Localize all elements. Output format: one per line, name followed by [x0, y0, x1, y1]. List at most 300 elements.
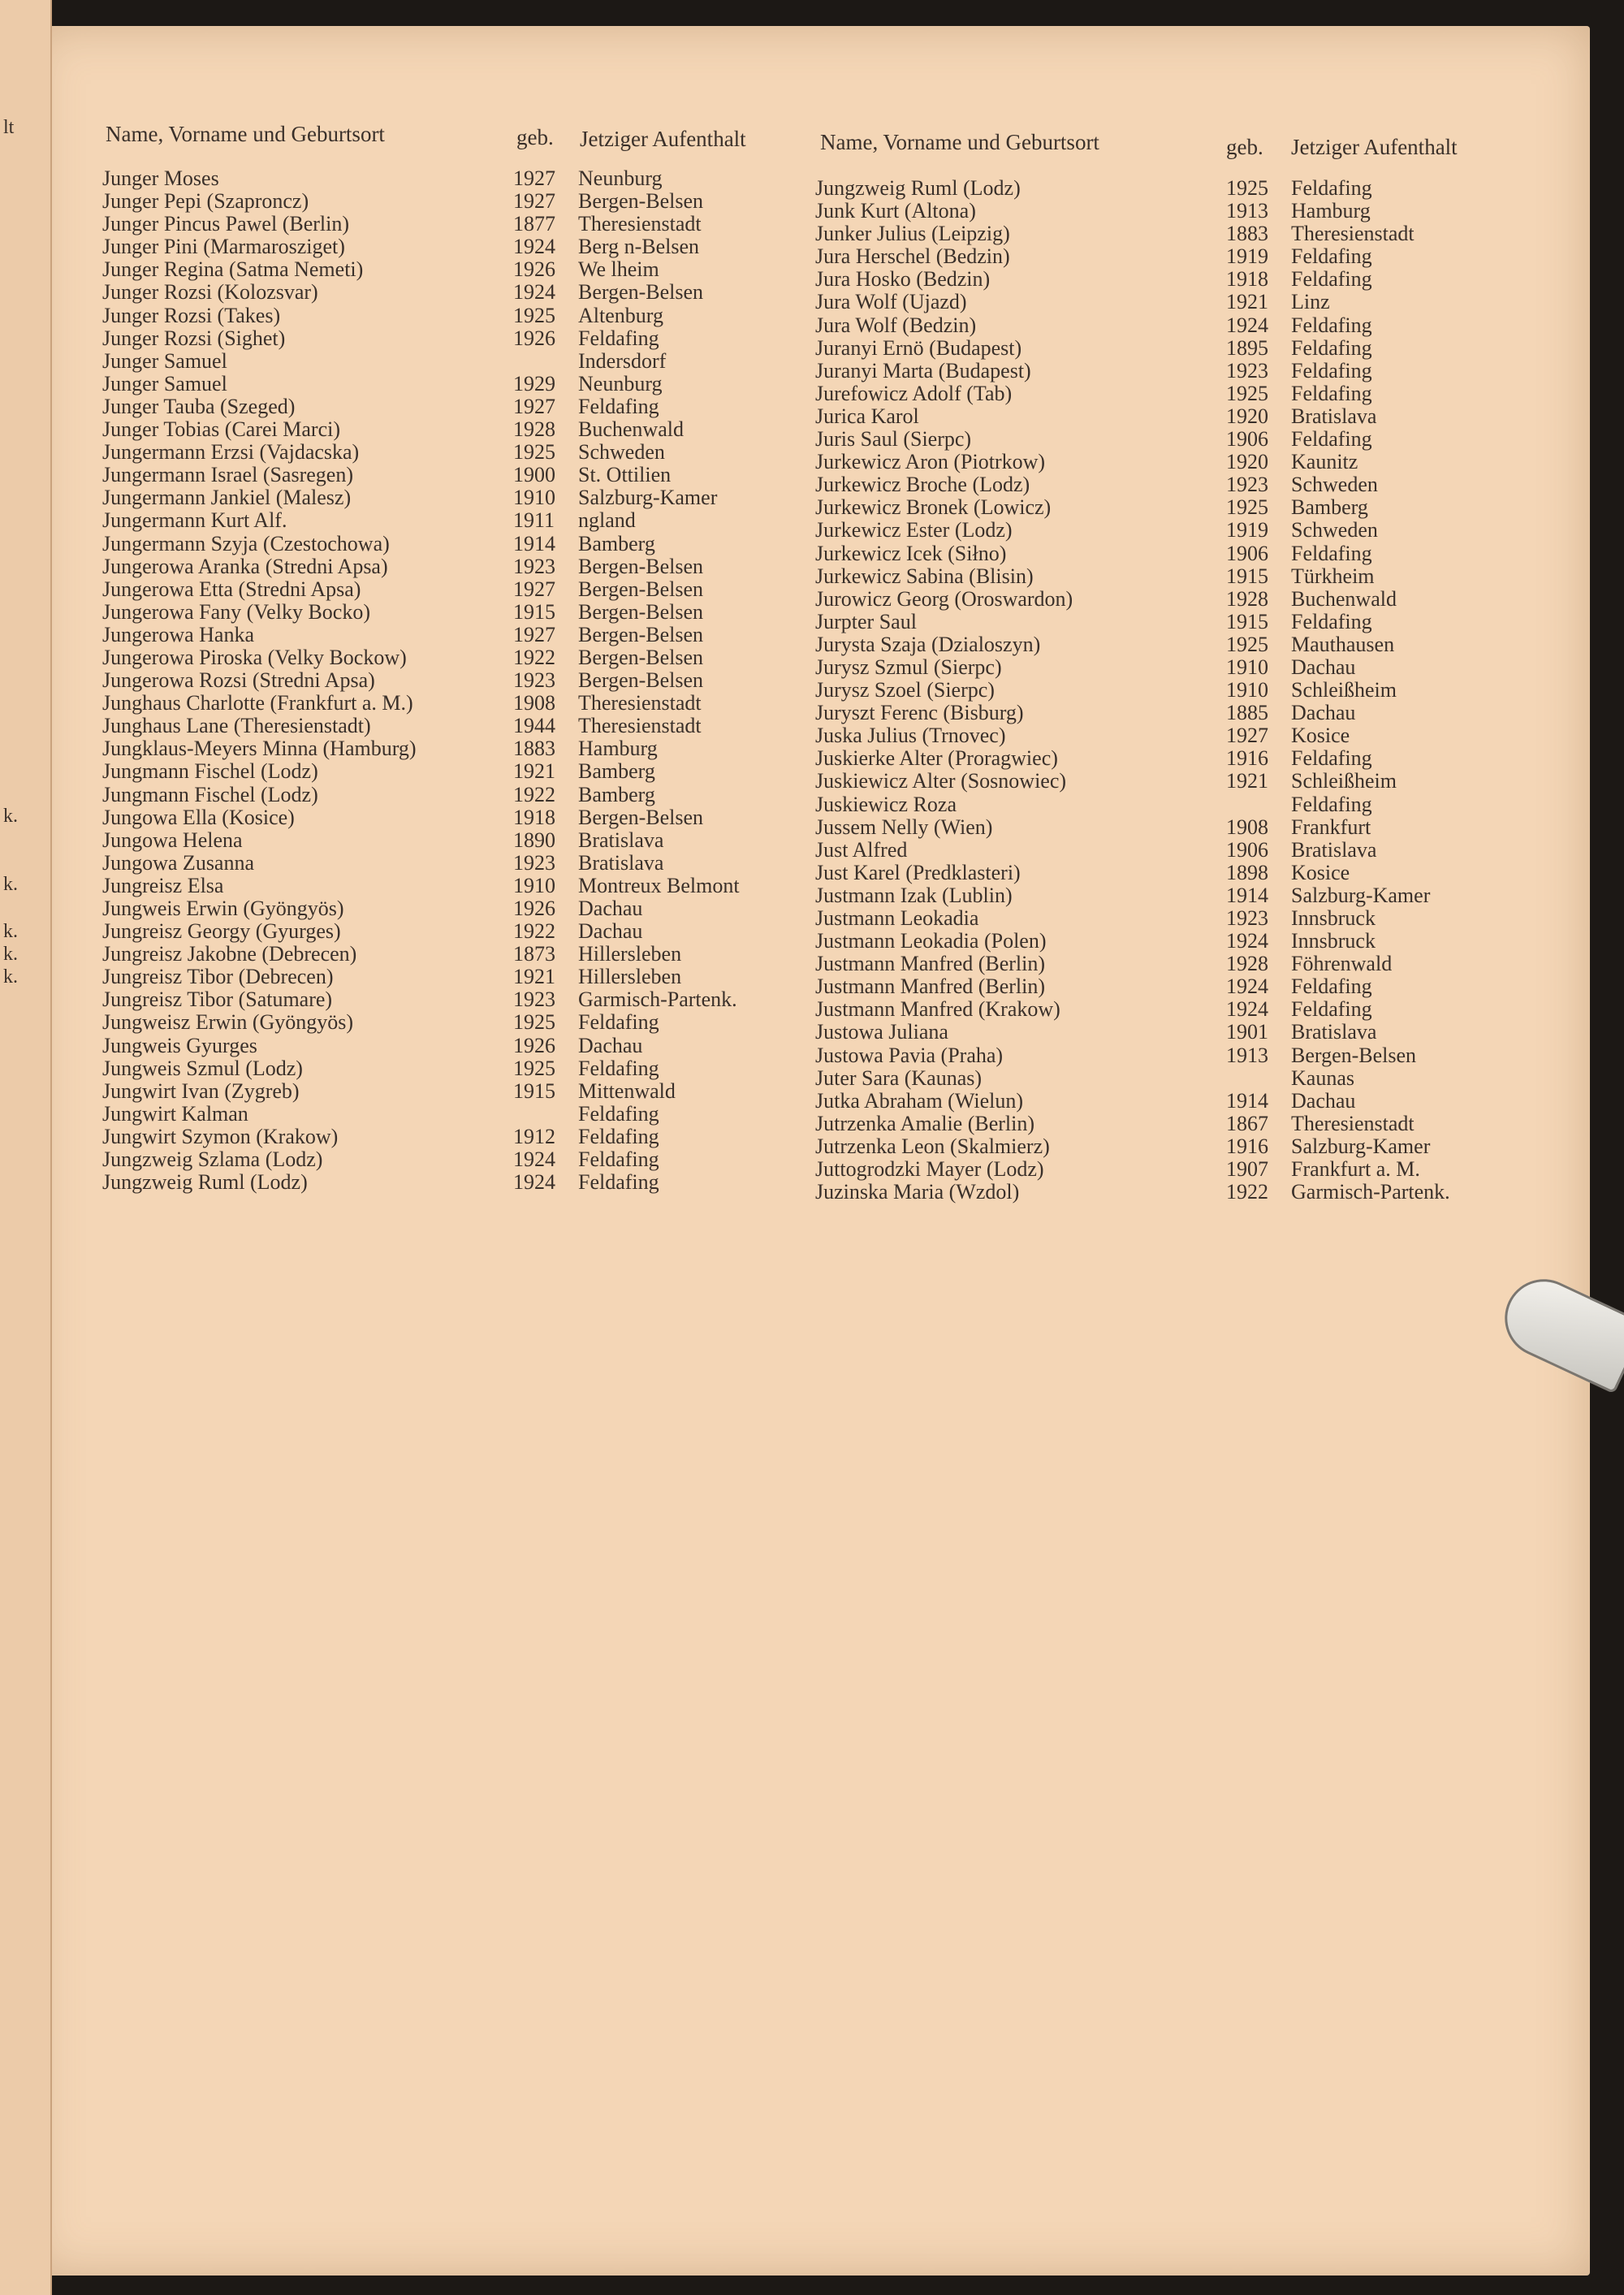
current-residence: Neunburg: [578, 166, 663, 190]
person-name: Juzinska Maria (Wzdol): [815, 1180, 1020, 1204]
current-residence: Bergen-Belsen: [578, 805, 704, 829]
person-name: Jungklaus-Meyers Minna (Hamburg): [102, 737, 417, 761]
current-residence: Garmisch-Partenk.: [1291, 1180, 1450, 1204]
birth-year: 1926: [513, 897, 555, 920]
birth-year: 1915: [513, 1078, 555, 1103]
register-row: [815, 724, 1546, 747]
birth-year: 1921: [1226, 769, 1268, 793]
current-residence: Feldafing: [1291, 792, 1372, 816]
birth-year: 1929: [513, 371, 555, 395]
birth-year: 1925: [513, 1010, 555, 1035]
birth-year: 1925: [513, 440, 555, 465]
person-name: Junger Rozsi (Takes): [102, 303, 281, 327]
person-name: Juttogrodzki Mayer (Lodz): [815, 1157, 1044, 1182]
person-name: Justmann Manfred (Berlin): [815, 975, 1046, 999]
birth-year: 1923: [513, 850, 555, 875]
register-row: [815, 588, 1546, 611]
register-row: [815, 473, 1546, 496]
current-residence: Kosice: [1291, 724, 1350, 748]
current-residence: Hillersleben: [578, 942, 682, 966]
person-name: Junger Regina (Satma Nemeti): [102, 257, 364, 282]
birth-year: 1907: [1226, 1157, 1268, 1182]
person-name: Jurysta Szaja (Dzialoszyn): [815, 632, 1041, 656]
birth-year: 1918: [1226, 267, 1268, 292]
current-residence: Feldafing: [1291, 427, 1372, 452]
person-name: Junger Pepi (Szaproncz): [102, 189, 309, 214]
register-row: [815, 268, 1546, 291]
birth-year: 1911: [513, 508, 555, 533]
birth-year: 1924: [1226, 929, 1268, 953]
person-name: Jura Herschel (Bedzin): [815, 244, 1010, 269]
person-name: Junger Pincus Pawel (Berlin): [102, 212, 350, 236]
person-name: Jungowa Ella (Kosice): [102, 805, 295, 829]
person-name: Jungreisz Jakobne (Debrecen): [102, 942, 357, 966]
register-row: [102, 1035, 833, 1057]
register-row: [815, 360, 1546, 382]
birth-year: 1915: [513, 599, 555, 624]
birth-year: 1926: [513, 257, 555, 282]
birth-year: 1927: [513, 394, 555, 418]
register-row: [815, 519, 1546, 542]
register-row: [102, 624, 833, 646]
right-header-year: geb.: [1226, 135, 1263, 159]
register-row: [815, 451, 1546, 473]
current-residence: Bratislava: [1291, 404, 1377, 428]
current-residence: Frankfurt: [1291, 815, 1371, 839]
birth-year: 1927: [513, 189, 555, 214]
birth-year: 1925: [513, 303, 555, 327]
birth-year: 1898: [1226, 860, 1268, 884]
current-residence: Föhrenwald: [1291, 952, 1393, 976]
person-name: Just Alfred: [815, 837, 908, 862]
register-row: [102, 1080, 833, 1103]
register-row: [815, 633, 1546, 656]
register-row: [815, 496, 1546, 519]
birth-year: 1908: [1226, 815, 1268, 839]
person-name: Justmann Manfred (Krakow): [815, 997, 1060, 1022]
person-name: Justowa Juliana: [815, 1020, 948, 1044]
register-row: [102, 966, 833, 988]
birth-year: 1925: [513, 1056, 555, 1080]
current-residence: Bergen-Belsen: [578, 554, 704, 578]
current-residence: Feldafing: [1291, 358, 1372, 382]
person-name: Jurkewicz Ester (Lodz): [815, 518, 1013, 542]
current-residence: Feldafing: [1291, 975, 1372, 999]
birth-year: 1923: [1226, 358, 1268, 382]
current-residence: Feldafing: [1291, 244, 1372, 269]
person-name: Jutrzenka Leon (Skalmierz): [815, 1134, 1050, 1158]
person-name: Juryszt Ferenc (Bisburg): [815, 701, 1024, 725]
register-row: [815, 816, 1546, 839]
person-name: Jurkewicz Bronek (Lowicz): [815, 495, 1052, 520]
person-name: Jungzweig Ruml (Lodz): [102, 1170, 308, 1195]
register-row: [102, 578, 833, 601]
birth-year: 1906: [1226, 427, 1268, 452]
register-row: [102, 213, 833, 236]
person-name: Jungermann Israel (Sasregen): [102, 463, 353, 487]
register-row: [102, 258, 833, 281]
person-name: Jungweisz Erwin (Gyöngyös): [102, 1010, 354, 1035]
birth-year: 1914: [1226, 1088, 1268, 1113]
birth-year: 1924: [1226, 313, 1268, 337]
current-residence: Kaunitz: [1291, 450, 1358, 474]
register-row: [815, 1181, 1546, 1204]
register-row: [102, 350, 833, 373]
register-row: [102, 1103, 833, 1126]
current-residence: Bamberg: [578, 782, 655, 806]
person-name: Justmann Leokadia: [815, 906, 979, 930]
register-row: [102, 533, 833, 555]
register-row: [102, 943, 833, 966]
person-name: Junger Tobias (Carei Marci): [102, 417, 340, 442]
register-row: [102, 601, 833, 624]
register-row: [815, 953, 1546, 975]
right-header-place: Jetziger Aufenthalt: [1291, 135, 1458, 159]
person-name: Jungreisz Elsa: [102, 873, 224, 897]
register-row: [102, 875, 833, 897]
birth-year: 1921: [1226, 290, 1268, 314]
current-residence: Feldafing: [1291, 746, 1372, 771]
register-row: [815, 245, 1546, 268]
current-residence: Bratislava: [578, 850, 664, 875]
register-row: [815, 975, 1546, 998]
birth-year: 1925: [1226, 495, 1268, 520]
current-residence: Bergen-Belsen: [578, 577, 704, 601]
current-residence: Feldafing: [578, 326, 659, 350]
birth-year: 1910: [1226, 678, 1268, 702]
register-row: [102, 509, 833, 532]
current-residence: Feldafing: [578, 1148, 659, 1172]
person-name: Juskiewicz Alter (Sosnowiec): [815, 769, 1067, 793]
current-residence: Feldafing: [578, 1124, 659, 1148]
birth-year: 1924: [513, 1148, 555, 1172]
birth-year: 1927: [513, 577, 555, 601]
current-residence: Bergen-Belsen: [578, 622, 704, 646]
birth-year: 1916: [1226, 746, 1268, 771]
person-name: Junger Rozsi (Sighet): [102, 326, 286, 350]
current-residence: Altenburg: [578, 303, 663, 327]
current-residence: Dachau: [578, 919, 643, 944]
birth-year: 1883: [513, 737, 555, 761]
register-row: [815, 839, 1546, 862]
current-residence: Bergen-Belsen: [578, 189, 704, 214]
current-residence: Buchenwald: [578, 417, 684, 442]
birth-year: 1915: [1226, 609, 1268, 633]
birth-year: 1895: [1226, 335, 1268, 360]
prev-page-fragment: k.: [3, 874, 18, 895]
current-residence: Türkheim: [1291, 564, 1375, 588]
current-residence: Theresienstadt: [578, 212, 702, 236]
birth-year: 1913: [1226, 1043, 1268, 1067]
current-residence: Salzburg-Kamer: [578, 486, 718, 510]
register-row: [815, 177, 1546, 200]
birth-year: 1924: [513, 235, 555, 259]
register-row: [102, 1126, 833, 1148]
current-residence: We lheim: [578, 257, 659, 282]
person-name: Jungerowa Hanka: [102, 622, 254, 646]
register-row: [815, 702, 1546, 724]
person-name: Jungreisz Georgy (Gyurges): [102, 919, 341, 944]
birth-year: 1883: [1226, 222, 1268, 246]
current-residence: Dachau: [1291, 701, 1356, 725]
person-name: Jurkewicz Broche (Lodz): [815, 473, 1030, 497]
current-residence: Feldafing: [578, 1010, 659, 1035]
person-name: Jungowa Zusanna: [102, 850, 255, 875]
person-name: Jura Hosko (Bedzin): [815, 267, 991, 292]
register-row: [815, 382, 1546, 405]
current-residence: Indersdorf: [578, 348, 667, 373]
person-name: Jungermann Szyja (Czestochowa): [102, 531, 390, 555]
register-row: [815, 1021, 1546, 1044]
birth-year: 1922: [513, 645, 555, 669]
person-name: Jungreisz Tibor (Satumare): [102, 988, 333, 1012]
current-residence: Bratislava: [1291, 837, 1377, 862]
current-residence: Innsbruck: [1291, 906, 1376, 930]
person-name: Justmann Manfred (Berlin): [815, 952, 1046, 976]
person-name: Jungerowa Piroska (Velky Bockow): [102, 645, 407, 669]
person-name: Jungreisz Tibor (Debrecen): [102, 965, 334, 989]
prev-page-fragment: k.: [3, 806, 18, 827]
person-name: Junger Rozsi (Kolozsvar): [102, 280, 318, 305]
current-residence: Mittenwald: [578, 1078, 676, 1103]
current-residence: Bamberg: [578, 531, 655, 555]
current-residence: Bergen-Belsen: [578, 599, 704, 624]
person-name: Jungwirt Szymon (Krakow): [102, 1124, 339, 1148]
left-register-column: [102, 167, 833, 1194]
prev-page-fragment: lt: [3, 117, 15, 138]
birth-year: 1877: [513, 212, 555, 236]
birth-year: 1914: [513, 531, 555, 555]
left-header-place: Jetziger Aufenthalt: [580, 127, 746, 151]
birth-year: 1928: [1226, 952, 1268, 976]
birth-year: 1944: [513, 714, 555, 738]
birth-year: 1923: [1226, 906, 1268, 930]
current-residence: Bergen-Belsen: [578, 645, 704, 669]
person-name: Jungmann Fischel (Lodz): [102, 782, 318, 806]
birth-year: 1923: [513, 554, 555, 578]
current-residence: Schweden: [578, 440, 665, 465]
current-residence: Schweden: [1291, 473, 1378, 497]
birth-year: 1921: [513, 965, 555, 989]
birth-year: 1927: [513, 622, 555, 646]
person-name: Jurkewicz Icek (Siłno): [815, 541, 1007, 565]
register-row: [102, 1057, 833, 1080]
current-residence: Theresienstadt: [1291, 1111, 1415, 1135]
birth-year: 1915: [1226, 564, 1268, 588]
register-row: [102, 1011, 833, 1034]
person-name: Junker Julius (Leipzig): [815, 222, 1010, 246]
previous-page-edge: [0, 0, 52, 2295]
register-row: [102, 760, 833, 783]
person-name: Jungwirt Ivan (Zygreb): [102, 1078, 300, 1103]
person-name: Jutrzenka Amalie (Berlin): [815, 1111, 1035, 1135]
birth-year: 1921: [513, 759, 555, 784]
current-residence: Bamberg: [578, 759, 655, 784]
register-row: [815, 884, 1546, 907]
current-residence: Feldafing: [1291, 997, 1372, 1022]
person-name: Jurysz Szoel (Sierpc): [815, 678, 995, 702]
birth-year: 1923: [513, 988, 555, 1012]
current-residence: Schweden: [1291, 518, 1378, 542]
birth-year: 1885: [1226, 701, 1268, 725]
register-row: [102, 373, 833, 395]
register-row: [815, 1067, 1546, 1090]
birth-year: 1925: [1226, 381, 1268, 405]
current-residence: Hamburg: [1291, 199, 1371, 223]
register-row: [102, 441, 833, 464]
register-row: [815, 611, 1546, 633]
register-row: [815, 747, 1546, 770]
current-residence: Hamburg: [578, 737, 658, 761]
current-residence: Dachau: [1291, 1088, 1356, 1113]
birth-year: 1890: [513, 828, 555, 852]
person-name: Junger Moses: [102, 166, 219, 190]
register-row: [102, 1148, 833, 1171]
current-residence: Bamberg: [1291, 495, 1368, 520]
register-row: [102, 737, 833, 760]
person-name: Jurefowicz Adolf (Tab): [815, 381, 1013, 405]
birth-year: 1910: [513, 873, 555, 897]
register-row: [815, 679, 1546, 702]
current-residence: Dachau: [1291, 655, 1356, 679]
register-row: [815, 770, 1546, 793]
current-residence: ngland: [578, 508, 636, 533]
current-residence: Neunburg: [578, 371, 663, 395]
person-name: Jungermann Kurt Alf.: [102, 508, 287, 533]
birth-year: 1922: [513, 782, 555, 806]
current-residence: Feldafing: [578, 1056, 659, 1080]
birth-year: 1867: [1226, 1111, 1268, 1135]
person-name: Jungzweig Ruml (Lodz): [815, 176, 1021, 200]
current-residence: Theresienstadt: [578, 714, 702, 738]
person-name: Jungerowa Rozsi (Stredni Apsa): [102, 668, 375, 693]
register-row: [102, 920, 833, 943]
birth-year: 1927: [513, 166, 555, 190]
birth-year: 1918: [513, 805, 555, 829]
register-row: [815, 565, 1546, 588]
right-header-name: Name, Vorname und Geburtsort: [820, 130, 1099, 154]
register-row: [815, 862, 1546, 884]
person-name: Jutka Abraham (Wielun): [815, 1088, 1023, 1113]
current-residence: Hillersleben: [578, 965, 682, 989]
register-row: [815, 1135, 1546, 1158]
current-residence: Berg n-Belsen: [578, 235, 699, 259]
prev-page-fragment: k.: [3, 966, 18, 988]
person-name: Jungowa Helena: [102, 828, 243, 852]
register-row: [102, 646, 833, 669]
current-residence: Theresienstadt: [1291, 222, 1415, 246]
person-name: Jungermann Jankiel (Malesz): [102, 486, 352, 510]
birth-year: 1922: [513, 919, 555, 944]
register-row: [815, 542, 1546, 565]
register-row: [102, 897, 833, 920]
person-name: Just Karel (Predklasteri): [815, 860, 1021, 884]
birth-year: 1922: [1226, 1180, 1268, 1204]
current-residence: Bergen-Belsen: [1291, 1043, 1417, 1067]
register-row: [102, 190, 833, 213]
register-row: [815, 793, 1546, 816]
register-row: [102, 692, 833, 715]
register-row: [815, 337, 1546, 360]
register-row: [102, 829, 833, 852]
birth-year: 1928: [513, 417, 555, 442]
person-name: Jura Wolf (Ujazd): [815, 290, 967, 314]
person-name: Junk Kurt (Altona): [815, 199, 976, 223]
person-name: Junghaus Lane (Theresienstadt): [102, 714, 371, 738]
register-row: [815, 1044, 1546, 1067]
birth-year: 1925: [1226, 632, 1268, 656]
current-residence: Kosice: [1291, 860, 1350, 884]
person-name: Jurkewicz Aron (Piotrkow): [815, 450, 1046, 474]
left-header-year: geb.: [516, 125, 554, 149]
right-register-column: [815, 177, 1546, 1204]
register-row: [102, 806, 833, 829]
person-name: Junger Samuel: [102, 348, 227, 373]
current-residence: Feldafing: [578, 1170, 659, 1195]
birth-year: 1923: [513, 668, 555, 693]
current-residence: Mauthausen: [1291, 632, 1395, 656]
register-row: [102, 305, 833, 327]
person-name: Jungweis Erwin (Gyöngyös): [102, 897, 344, 920]
current-residence: Buchenwald: [1291, 586, 1397, 611]
register-row: [815, 428, 1546, 451]
person-name: Juter Sara (Kaunas): [815, 1065, 983, 1090]
register-row: [815, 291, 1546, 313]
register-row: [815, 1158, 1546, 1181]
register-row: [815, 1090, 1546, 1113]
birth-year: 1913: [1226, 199, 1268, 223]
register-row: [815, 930, 1546, 953]
birth-year: 1926: [513, 1033, 555, 1057]
birth-year: 1924: [1226, 997, 1268, 1022]
current-residence: Bratislava: [1291, 1020, 1377, 1044]
birth-year: 1926: [513, 326, 555, 350]
person-name: Justmann Izak (Lublin): [815, 883, 1013, 907]
register-row: [815, 998, 1546, 1021]
person-name: Jungerowa Fany (Velky Bocko): [102, 599, 370, 624]
current-residence: Frankfurt a. M.: [1291, 1157, 1420, 1182]
birth-year: 1923: [1226, 473, 1268, 497]
birth-year: 1900: [513, 463, 555, 487]
current-residence: Schleißheim: [1291, 678, 1397, 702]
person-name: Junger Pini (Marmarosziget): [102, 235, 345, 259]
current-residence: Feldafing: [1291, 541, 1372, 565]
current-residence: Kaunas: [1291, 1065, 1354, 1090]
birth-year: 1925: [1226, 176, 1268, 200]
person-name: Jussem Nelly (Wien): [815, 815, 993, 839]
birth-year: 1924: [513, 280, 555, 305]
register-row: [102, 852, 833, 875]
person-name: Jurica Karol: [815, 404, 919, 428]
current-residence: Bergen-Belsen: [578, 668, 704, 693]
register-row: [102, 486, 833, 509]
person-name: Jungermann Erzsi (Vajdacska): [102, 440, 360, 465]
current-residence: Feldafing: [1291, 335, 1372, 360]
current-residence: Schleißheim: [1291, 769, 1397, 793]
register-row: [102, 281, 833, 304]
current-residence: Dachau: [578, 897, 643, 920]
person-name: Jurkewicz Sabina (Blisin): [815, 564, 1034, 588]
person-name: Jurysz Szmul (Sierpc): [815, 655, 1002, 679]
register-row: [815, 314, 1546, 337]
birth-year: 1908: [513, 691, 555, 715]
person-name: Juranyi Ernö (Budapest): [815, 335, 1022, 360]
person-name: Jungweis Szmul (Lodz): [102, 1056, 303, 1080]
person-name: Junghaus Charlotte (Frankfurt a. M.): [102, 691, 413, 715]
birth-year: 1924: [513, 1170, 555, 1195]
register-row: [102, 555, 833, 578]
current-residence: Feldafing: [578, 1101, 659, 1126]
